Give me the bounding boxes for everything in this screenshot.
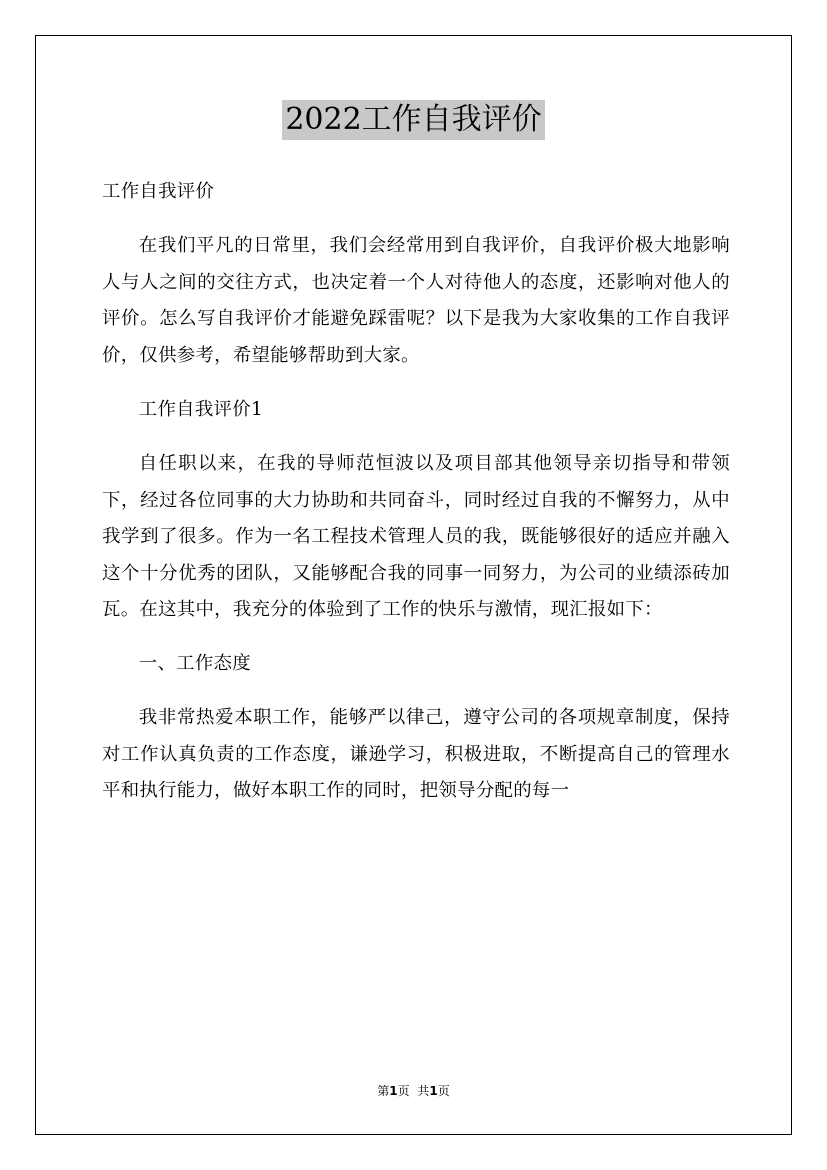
section-heading: 一、工作态度 (138, 653, 251, 675)
total-prefix: 共 (417, 1084, 430, 1098)
title-container (0, 100, 827, 140)
section-heading: 工作自我评价1 (138, 398, 263, 420)
total-suffix: 页 (437, 1084, 450, 1098)
paragraph: 工作自我评价 (102, 181, 215, 202)
document-title: 2022工作自我评价 (282, 100, 544, 140)
page-prefix: 第 (377, 1084, 390, 1098)
document-body (102, 174, 730, 828)
paragraph: 在我们平凡的日常里，我们会经常用到自我评价，自我评价极大地影响人与人之间的交往方式，也决定着一个人对待他人的态度，还影响对他人的评价。怎么写自我评价才能避免踩雷呢？以下是我为大家收集的工作自我评价，仅供参考，希望能够帮助到大家。 (102, 235, 730, 366)
current-page-number: 1 (389, 1084, 398, 1098)
page-footer (0, 1083, 827, 1099)
page-suffix: 页 (397, 1084, 410, 1098)
total-page-number: 1 (429, 1084, 438, 1098)
paragraph: 我非常热爱本职工作，能够严以律己，遵守公司的各项规章制度，保持对工作认真负责的工作态度，谦逊学习，积极进取，不断提高自己的管理水平和执行能力，做好本职工作的同时，把领导分配的每一 (102, 707, 730, 802)
paragraph: 自任职以来，在我的导师范恒波以及项目部其他领导亲切指导和带领下，经过各位同事的大力协助和共同奋斗，同时经过自我的不懈努力，从中我学到了很多。作为一名工程技术管理人员的我，既能够很好的适应并融入这个十分优秀的团队，又能够配合我的同事一同努力，为公司的业绩添砖加瓦。在这其中，我充分的体验到了工作的快乐与激情，现汇报如下： (102, 453, 730, 621)
